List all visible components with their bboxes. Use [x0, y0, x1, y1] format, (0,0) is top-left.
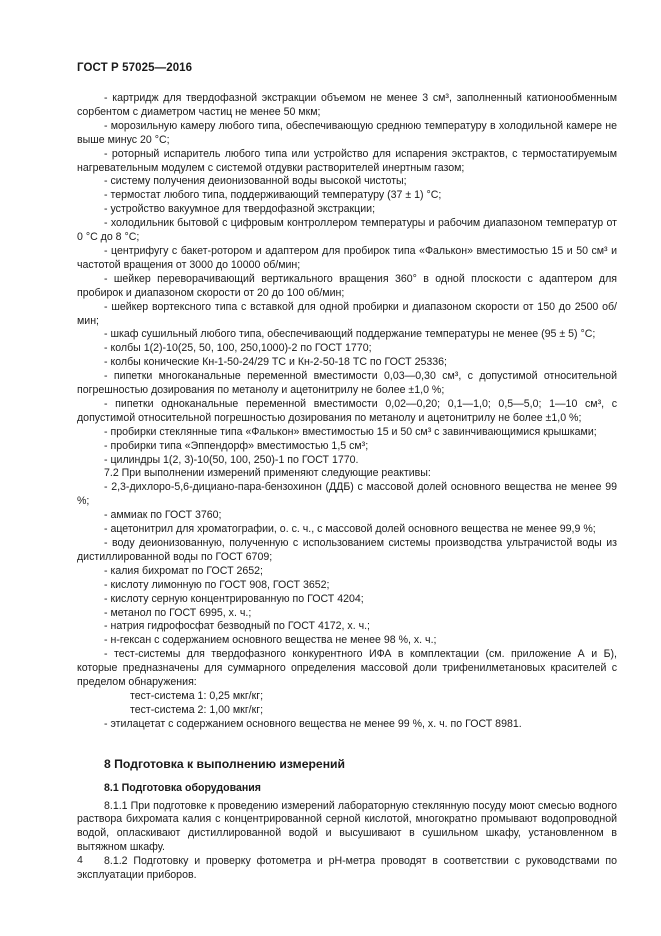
document-header: ГОСТ Р 57025—2016 — [77, 62, 193, 74]
list-item: - ацетонитрил для хроматографии, о. с. ч., с массовой долей основного вещества не менее 99,9 %; — [104, 523, 596, 536]
list-item: - пипетки одноканальные переменной вместимости 0,02—0,20; 0,1—1,0; 0,5—5,0; 1—10 см³, с допустимой относительной погрешностью дозирования по метанолу и ацетонитрилу не более ±1,0 %; — [77, 397, 617, 424]
list-item: - кислоту лимонную по ГОСТ 908, ГОСТ 3652; — [104, 578, 330, 591]
test-system-line: тест-система 1: 0,25 мкг/кг; — [130, 689, 264, 702]
list-item: - пипетки многоканальные переменной вместимости 0,03—0,30 см³, с допустимой относительной погрешностью дозирования по метанолу и ацетонитрилу не более ±1,0 %; — [77, 370, 617, 397]
list-item: - аммиак по ГОСТ 3760; — [104, 509, 222, 522]
list-item: - цилиндры 1(2, 3)-10(50, 100, 250)-1 по ГОСТ 1770. — [104, 453, 359, 466]
page-number: 4 — [77, 854, 83, 866]
document-body — [77, 92, 617, 883]
reagents-intro: 7.2 При выполнении измерений применяют следующие реактивы: — [104, 467, 431, 480]
list-item: - колбы конические Кн-1-50-24/29 ТС и Кн-2-50-18 ТС по ГОСТ 25336; — [104, 356, 447, 369]
list-item: - роторный испаритель любого типа или устройство для испарения экстрактов, с термостатируемым нагревательным модулем с системой отдувки растворителей инертным газом; — [77, 147, 617, 174]
list-item: - морозильную камеру любого типа, обеспечивающую среднюю температуру в холодильной камере не выше минус 20 °С; — [77, 119, 617, 146]
list-item: - калия бихромат по ГОСТ 2652; — [104, 564, 263, 577]
list-item: - колбы 1(2)-10(25, 50, 100, 250,1000)-2 по ГОСТ 1770; — [104, 342, 372, 355]
list-item: - тест-системы для твердофазного конкурентного ИФА в комплектации (см. приложение А и Б), которые предназначены для суммарного определения массовой доли трифенилметановых красителей с пределом обнаружения: — [77, 648, 617, 689]
list-item: - метанол по ГОСТ 6995, х. ч.; — [104, 606, 252, 619]
list-item: - шейкер переворачивающий вертикального вращения 360° в одной плоскости с адаптером для пробирок и диапазоном скорости от 20 до 100 об/мин; — [77, 272, 617, 299]
list-item: - н-гексан с содержанием основного вещества не менее 98 %, х. ч.; — [104, 634, 437, 647]
list-item: - натрия гидрофосфат безводный по ГОСТ 4172, х. ч.; — [104, 620, 370, 633]
list-item: - кислоту серную концентрированную по ГОСТ 4204; — [104, 592, 364, 605]
list-item: - холодильник бытовой с цифровым контроллером температуры и рабочим диапазоном температур от 0 °С до 8 °С; — [77, 217, 617, 244]
reagent-list — [77, 481, 617, 731]
test-system-line: тест-система 2: 1,00 мкг/кг; — [130, 703, 264, 716]
list-item: - шейкер вортексного типа с вставкой для одной пробирки и диапазоном скорости от 150 до 2500 об/мин; — [77, 300, 617, 327]
list-item: - центрифугу с бакет-ротором и адаптером для пробирок типа «Фалькон» вместимостью 15 и 50 см³ и частотой вращения от 3000 до 10000 об/мин; — [77, 244, 617, 271]
list-item: - термостат любого типа, поддерживающий температуру (37 ± 1) °С; — [104, 189, 442, 202]
section-title: 8 Подготовка к выполнению измерений — [104, 756, 346, 771]
list-item: - пробирки стеклянные типа «Фалькон» вместимостью 15 и 50 см³ с завинчивающимися крышками; — [104, 425, 597, 438]
list-item: - пробирки типа «Эппендорф» вместимостью 1,5 см³; — [104, 439, 369, 452]
subsection-title: 8.1 Подготовка оборудования — [104, 781, 261, 794]
equipment-list — [77, 92, 617, 467]
list-item: - этилацетат с содержанием основного вещества не менее 99 %, х. ч. по ГОСТ 8981. — [104, 717, 522, 730]
list-item: - картридж для твердофазной экстракции объемом не менее 3 см³, заполненный катионообменным сорбентом с диаметром частиц не менее 50 мкм; — [77, 92, 617, 118]
list-item: - систему получения деионизованной воды высокой чистоты; — [104, 175, 407, 188]
list-item: - устройство вакуумное для твердофазной экстракции; — [104, 203, 376, 216]
paragraph: 8.1.2 Подготовку и проверку фотометра и pH-метра проводят в соответствии с руководствами по эксплуатации приборов. — [77, 855, 617, 882]
list-item: - шкаф сушильный любого типа, обеспечивающий поддержание температуры не менее (95 ± 5) °С; — [104, 328, 596, 341]
paragraph: 8.1.1 При подготовке к проведению измерений лабораторную стеклянную посуду моют смесью водного раствора бихромата калия с концентрированной серной кислотой, многократно промывают водопроводной водой, опласкивают дистиллированной водой и высушивают в сушильном шкафу, установленном в вытяжном шкафу. — [77, 799, 617, 854]
list-item: - 2,3-дихлоро-5,6-дициано-пара-бензохинон (ДДБ) с массовой долей основного вещества не менее 99 %; — [77, 481, 617, 508]
list-item: - воду деионизованную, полученную с использованием системы производства ультрачистой воды из дистиллированной воды по ГОСТ 6709; — [77, 537, 617, 563]
